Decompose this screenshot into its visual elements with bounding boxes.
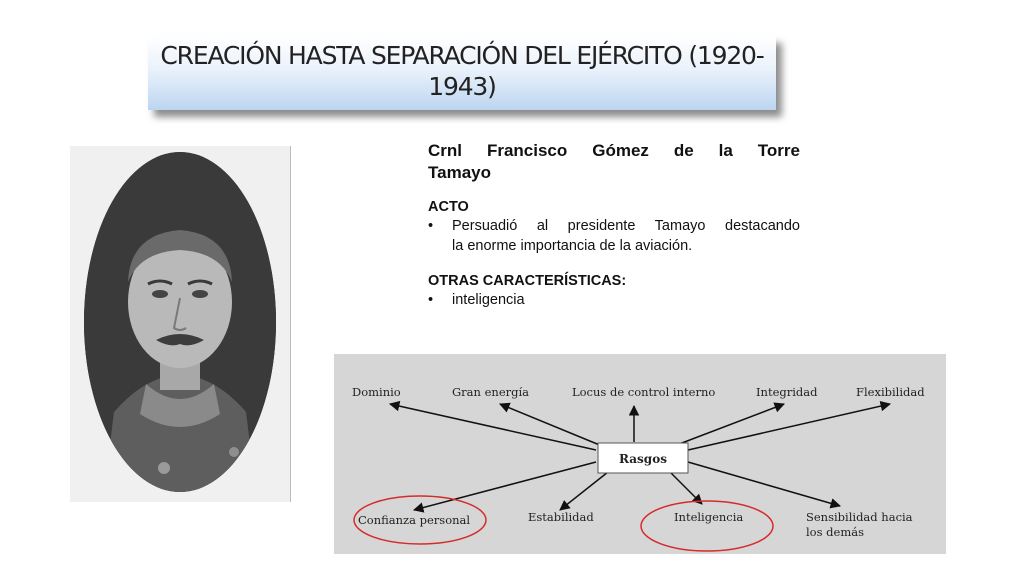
rasgos-label: Rasgos	[619, 452, 667, 466]
traits-diagram	[334, 354, 946, 554]
otras-bullet	[428, 290, 800, 310]
trait-inteligencia: Inteligencia	[674, 510, 744, 524]
person-name-line1: Crnl Francisco Gómez de la Torre	[428, 141, 800, 160]
photo-frame	[70, 146, 291, 502]
highlight-circle-inteligencia	[641, 501, 773, 551]
otras-bullet-text: inteligencia	[452, 292, 525, 308]
trait-flexibilidad: Flexibilidad	[856, 385, 925, 399]
trait-gran-energia: Gran energía	[452, 385, 530, 399]
trait-confianza: Confianza personal	[358, 513, 471, 527]
trait-integridad: Integridad	[756, 385, 818, 399]
acto-bullet	[428, 216, 800, 256]
traits-diagram-svg	[334, 354, 946, 554]
acto-heading: ACTO	[428, 199, 469, 215]
info-panel	[428, 140, 800, 310]
trait-locus: Locus de control interno	[572, 385, 716, 399]
trait-dominio: Dominio	[352, 385, 401, 399]
arrow-integridad	[674, 404, 784, 446]
portrait-photo-icon	[84, 152, 276, 492]
acto-bullet-line1: Persuadió al presidente Tamayo destacando	[452, 218, 800, 234]
person-name-line2: Tamayo	[428, 163, 491, 182]
trait-sensibilidad-line2: los demás	[806, 525, 864, 539]
trait-sensibilidad-line1: Sensibilidad hacia	[806, 510, 913, 524]
arrow-sensibilidad	[688, 462, 840, 506]
bullet-icon: •	[428, 218, 434, 234]
acto-bullet-line2: la enorme importancia de la aviación.	[452, 238, 693, 254]
slide-title	[148, 36, 776, 110]
bullet-icon: •	[428, 292, 434, 308]
trait-estabilidad: Estabilidad	[528, 510, 594, 524]
arrow-dominio	[390, 404, 596, 450]
slide-title-line1: CREACIÓN HASTA SEPARACIÓN DEL EJÉRCITO (1920-	[160, 41, 764, 70]
person-name	[428, 140, 800, 184]
arrow-flexibilidad	[688, 404, 890, 450]
otras-heading: OTRAS CARACTERÍSTICAS:	[428, 273, 627, 289]
arrow-estabilidad	[560, 472, 608, 510]
acto-bullet-text	[452, 216, 800, 256]
arrow-inteligencia	[670, 472, 702, 504]
slide-title-line2: 1943)	[428, 72, 496, 101]
